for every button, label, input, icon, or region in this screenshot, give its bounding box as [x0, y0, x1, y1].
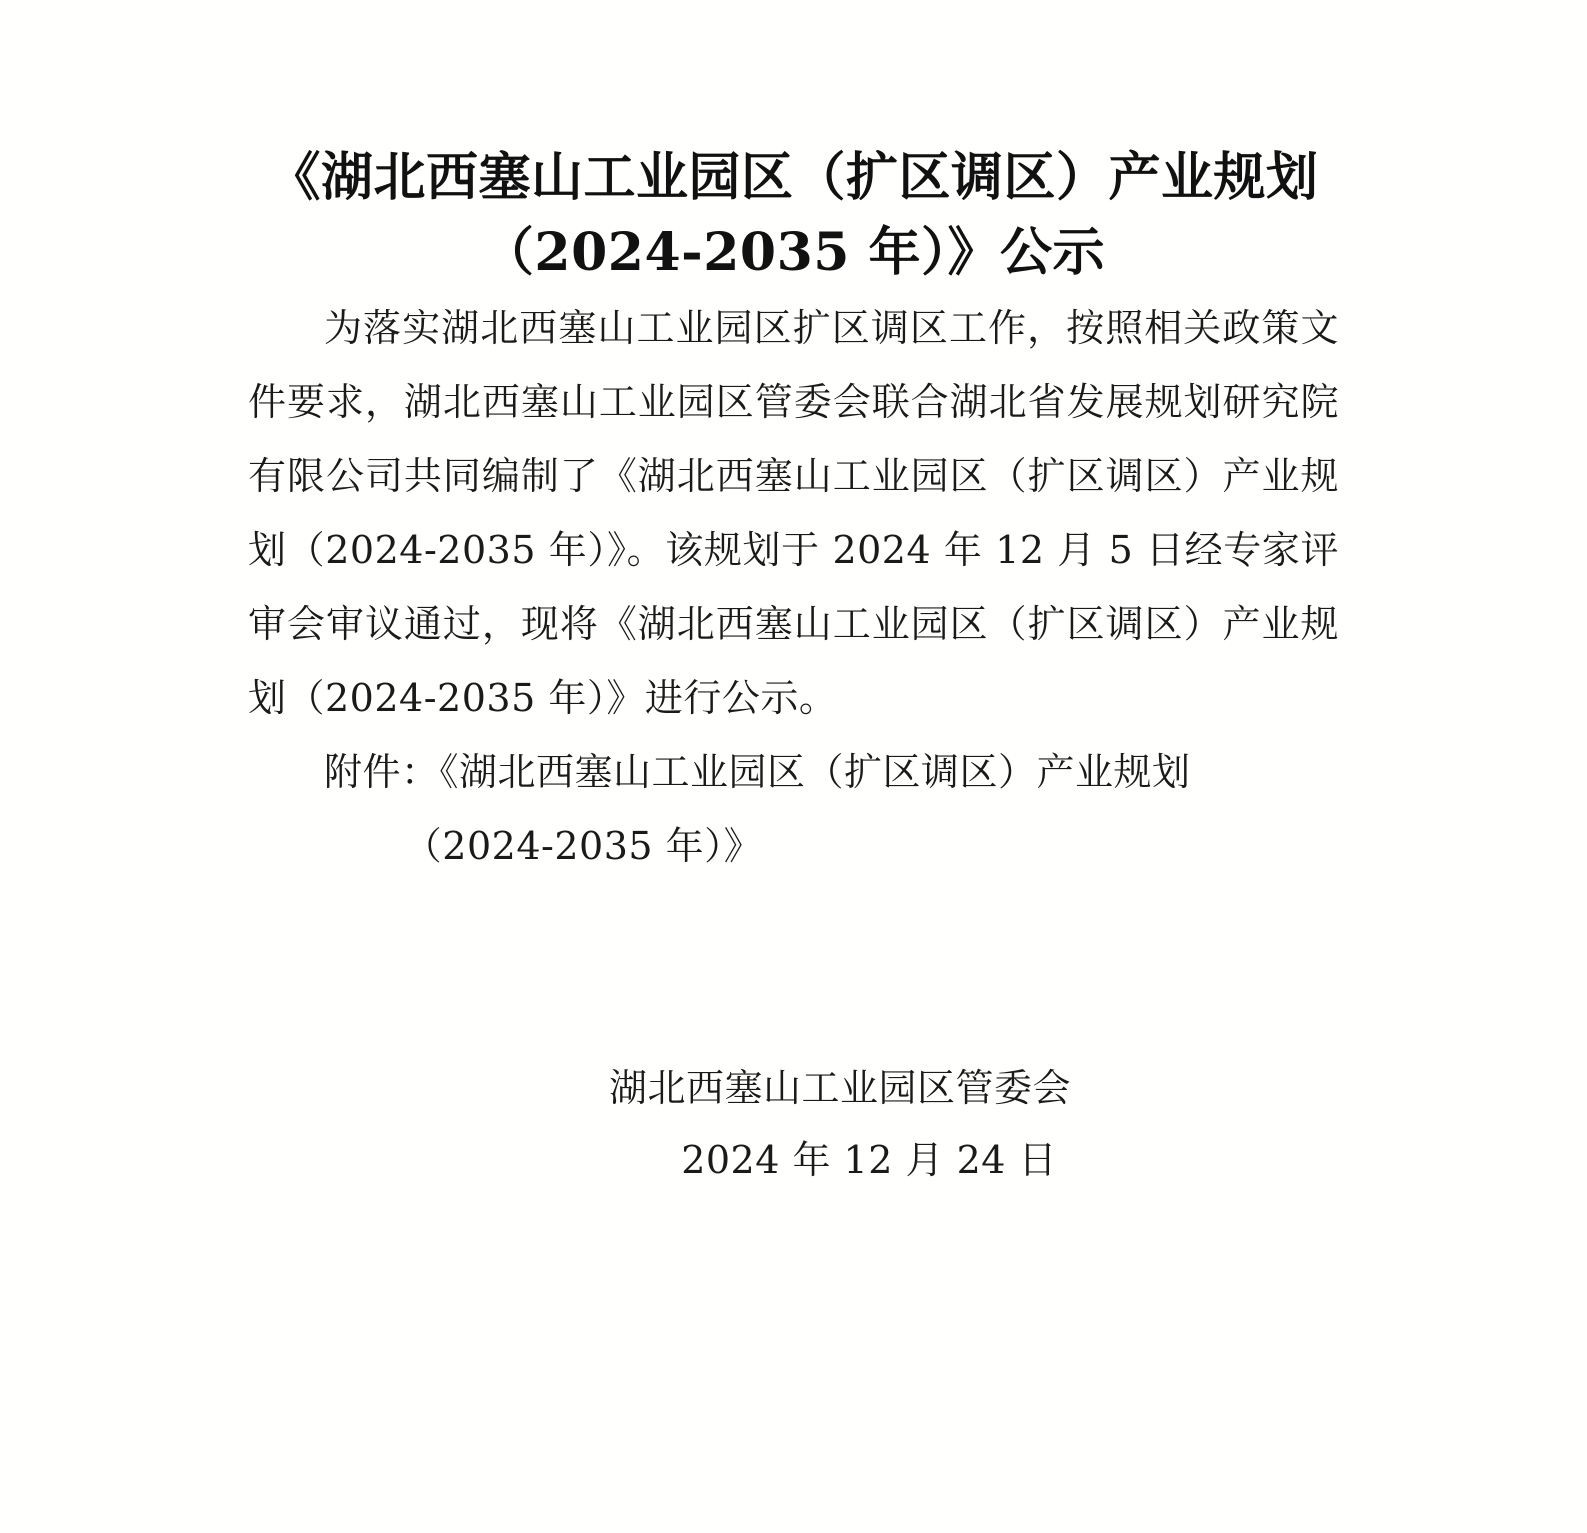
signature-block [248, 1052, 1339, 1196]
signature-date: 2024 年 12 月 24 日 [681, 1137, 1057, 1182]
attachment-continuation: （2024-2035 年）》 [403, 824, 763, 869]
body-paragraph-1: 为落实湖北西塞山工业园区扩区调区工作，按照相关政策文件要求，湖北西塞山工业园区管委会联合湖北省发展规划研究院有限公司共同编制了《湖北西塞山工业园区（扩区调区）产业规划（2024-2035 年）》。该规划于 2024 年 12 月 5 日经专家评审会审议通过，现将《湖北西塞山工业园区（扩区调区）产业规划（2024-2035 年）》进行公示。 [248, 305, 1339, 721]
signature-organization: 湖北西塞山工业园区管委会 [608, 1065, 1071, 1110]
document-body [0, 291, 1587, 1196]
attachment-block [248, 735, 1339, 883]
attachment-label: 附件：《湖北西塞山工业园区（扩区调区）产业规划 [324, 750, 1191, 795]
page-title: 《湖北西塞山工业园区（扩区调区）产业规划（2024-2035 年）》公示 [268, 147, 1319, 284]
